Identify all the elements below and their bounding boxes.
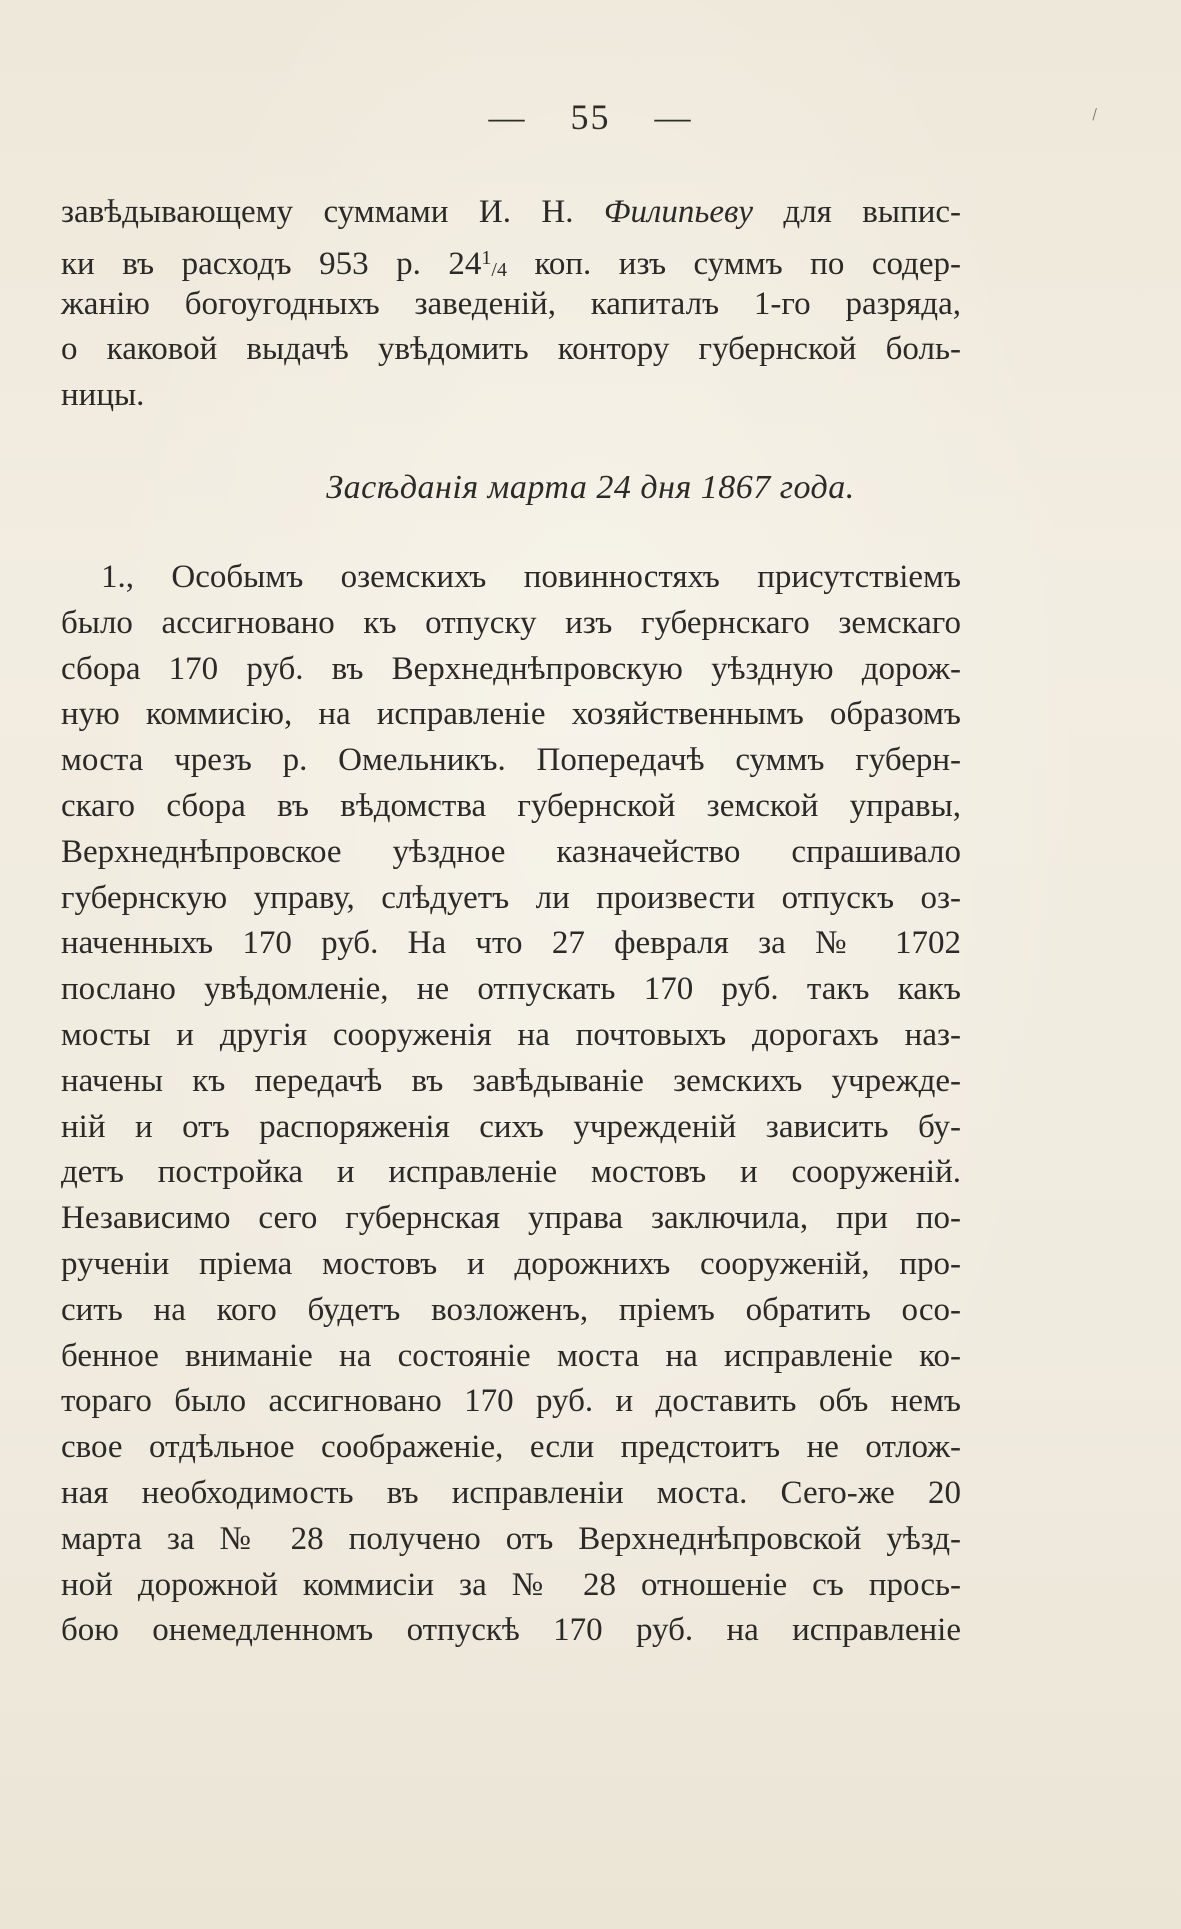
text-line: губернскую управу, слѣдуетъ ли произвести отпускъ оз- xyxy=(61,879,961,916)
paragraph-2 xyxy=(61,555,961,1654)
person-name: Филипьеву xyxy=(603,194,753,230)
text-line: жанію богоугодныхъ заведеній, капиталъ 1-го разряда, xyxy=(61,285,961,322)
text-line xyxy=(61,190,961,236)
text-line: скаго сбора въ вѣдомства губернской земской управы, xyxy=(61,787,961,824)
text-line: ной дорожной коммисіи за № 28 отношеніе съ прось- xyxy=(61,1566,961,1603)
text-line: бенное вниманіе на состояніе моста на исправленіе ко- xyxy=(61,1337,961,1374)
text-line: детъ постройка и исправленіе мостовъ и сооруженій. xyxy=(61,1154,961,1191)
text-fragment: ки въ расходъ 953 р. 24 xyxy=(61,245,482,282)
text-fragment: завѣдывающему суммами И. Н. xyxy=(61,194,604,230)
text-fragment: для выпис- xyxy=(753,194,962,230)
text-line: мосты и другія сооруженія на почтовыхъ дорогахъ наз- xyxy=(61,1016,961,1053)
text-line: ній и отъ распоряженія сихъ учрежденій зависить бу- xyxy=(61,1108,961,1145)
paragraph-1 xyxy=(61,190,961,419)
dash-right: — xyxy=(654,97,693,137)
text-line: свое отдѣльное соображеніе, если предстоитъ не отлож- xyxy=(61,1429,961,1466)
text-line: Независимо сего губернская управа заключила, при по- xyxy=(61,1200,961,1237)
text-line: было ассигновано къ отпуску изъ губернскаго земскаго xyxy=(61,604,961,641)
text-fragment: коп. изъ суммъ по содер- xyxy=(506,245,961,282)
text-line: рученіи пріема мостовъ и дорожнихъ сооруженій, про- xyxy=(61,1245,961,1282)
text-line: бою онемедленномъ отпускѣ 170 руб. на исправленіе xyxy=(61,1612,961,1649)
text-line: о каковой выдачѣ увѣдомить контору губернской боль- xyxy=(61,331,961,368)
text-line: ную коммисію, на исправленіе хозяйственнымъ образомъ xyxy=(61,696,961,733)
text-line: послано увѣдомленіе, не отпускать 170 руб. такъ какъ xyxy=(61,971,961,1008)
text-line: сить на кого будетъ возложенъ, пріемъ обратить осо- xyxy=(61,1291,961,1328)
fraction-denominator: /4 xyxy=(491,258,507,281)
text-line: Верхнеднѣпровское уѣздное казначейство спрашивало xyxy=(61,833,961,870)
fraction-numerator: 1 xyxy=(481,246,492,269)
dash-left: — xyxy=(488,97,527,137)
text-line: ницы. xyxy=(61,377,145,414)
text-line: моста чрезъ р. Омельникъ. Попередачѣ суммъ губерн- xyxy=(61,742,961,779)
corner-mark: \ xyxy=(1087,104,1103,124)
text-line xyxy=(61,236,961,282)
text-line: 1., Особымъ оземскихъ повинностяхъ присутствіемъ xyxy=(101,559,961,595)
text-line: марта за № 28 получено отъ Верхнеднѣпровской уѣзд- xyxy=(61,1520,961,1557)
text-line: начены къ передачѣ въ завѣдываніе земскихъ учрежде- xyxy=(61,1062,961,1099)
page-number: 55 xyxy=(570,97,611,137)
text-line: ная необходимость въ исправленіи моста. Сего-же 20 xyxy=(61,1474,961,1511)
text-line: сбора 170 руб. въ Верхнеднѣпровскую уѣздную дорож- xyxy=(61,650,961,687)
page-number-header xyxy=(0,96,1181,138)
text-line: тораго было ассигновано 170 руб. и доставить объ немъ xyxy=(61,1383,961,1420)
section-heading: Засѣданія марта 24 дня 1867 года. xyxy=(326,469,855,506)
text-line: наченныхъ 170 руб. На что 27 февраля за № 1702 xyxy=(61,925,961,962)
